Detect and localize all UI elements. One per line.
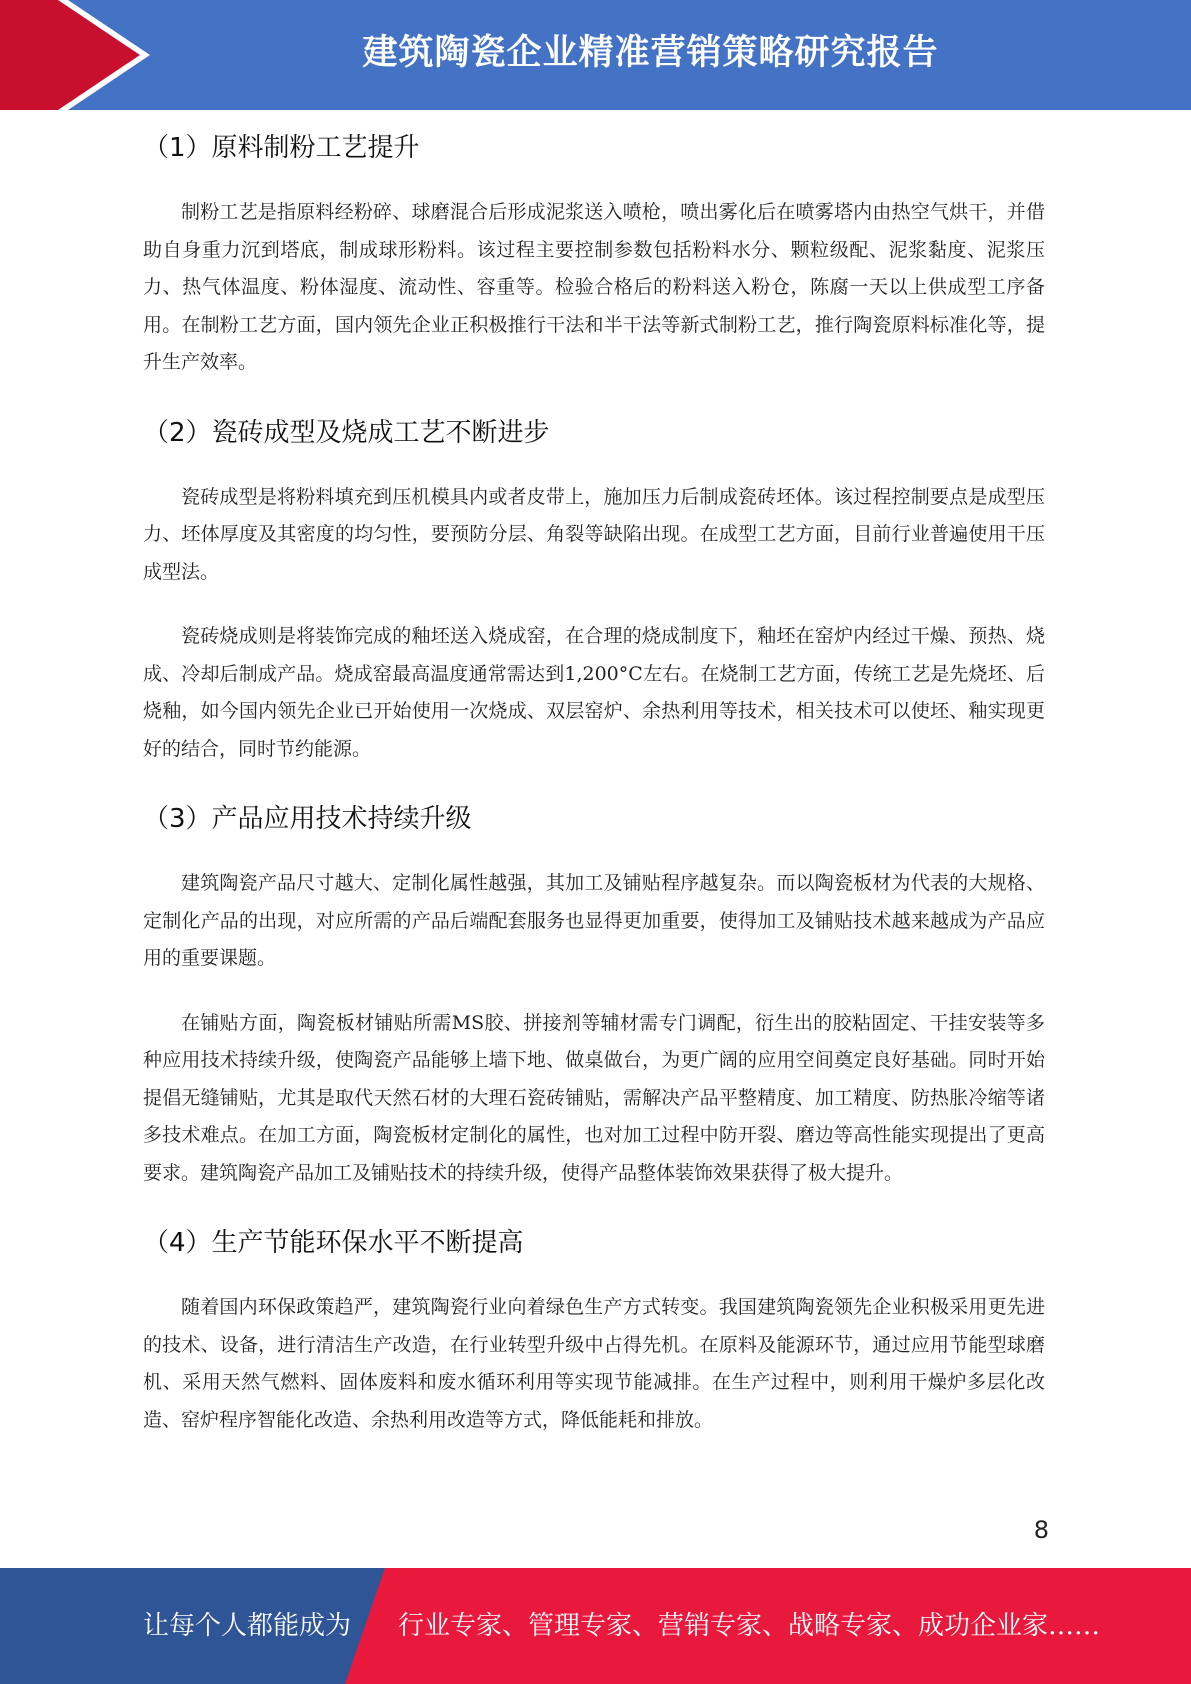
header-arrow: [0, 0, 140, 110]
paragraph: 瓷砖烧成则是将装饰完成的釉坯送入烧成窑，在合理的烧成制度下，釉坯在窑炉内经过干燥、预热、烧成、冷却后制成产品。烧成窑最高温度通常需达到1,200°C左右。在烧制工艺方面，传统工艺是先烧坯、后烧釉，如今国内领先企业已开始使用一次烧成、双层窑炉、余热利用等技术，相关技术可以使坯、釉实现更好的结合，同时节约能源。: [143, 625, 1045, 760]
section-heading: （4）生产节能环保水平不断提高: [143, 1228, 524, 1258]
document-body: [143, 124, 1045, 1466]
header-band: [0, 0, 1191, 110]
report-title: 建筑陶瓷企业精准营销策略研究报告: [362, 33, 939, 73]
paragraph: 瓷砖成型是将粉料填充到压机模具内或者皮带上，施加压力后制成瓷砖坯体。该过程控制要点是成型压力、坯体厚度及其密度的均匀性，要预防分层、角裂等缺陷出现。在成型工艺方面，目前行业普遍使用干压成型法。: [143, 485, 1045, 583]
paragraph: 在铺贴方面，陶瓷板材铺贴所需MS胶、拼接剂等辅材需专门调配，衍生出的胶粘固定、干挂安装等多种应用技术持续升级，使陶瓷产品能够上墙下地、做桌做台，为更广阔的应用空间奠定良好基础。同时开始提倡无缝铺贴，尤其是取代天然石材的大理石瓷砖铺贴，需解决产品平整精度、加工精度、防热胀冷缩等诸多技术难点。在加工方面，陶瓷板材定制化的属性，也对加工过程中防开裂、磨边等高性能实现提出了更高要求。建筑陶瓷产品加工及铺贴技术的持续升级，使得产品整体装饰效果获得了极大提升。: [143, 1011, 1045, 1184]
paragraph: 建筑陶瓷产品尺寸越大、定制化属性越强，其加工及铺贴程序越复杂。而以陶瓷板材为代表的大规格、定制化产品的出现，对应所需的产品后端配套服务也显得更加重要，使得加工及铺贴技术越来越成为产品应用的重要课题。: [143, 872, 1045, 969]
section-heading: （2）瓷砖成型及烧成工艺不断进步: [143, 417, 550, 448]
paragraph: 制粉工艺是指原料经粉碎、球磨混合后形成泥浆送入喷枪，喷出雾化后在喷雾塔内由热空气烘干，并借助自身重力沉到塔底，制成球形粉料。该过程主要控制参数包括粉料水分、颗粒级配、泥浆黏度、泥浆压力、热气体温度、粉体湿度、流动性、容重等。检验合格后的粉料送入粉仓，陈腐一天以上供成型工序备用。在制粉工艺方面，国内领先企业正积极推行干法和半干法等新式制粉工艺，推行陶瓷原料标准化等，提升生产效率。: [143, 201, 1045, 373]
paragraph: 随着国内环保政策趋严，建筑陶瓷行业向着绿色生产方式转变。我国建筑陶瓷领先企业积极采用更先进的技术、设备，进行清洁生产改造，在行业转型升级中占得先机。在原料及能源环节，通过应用节能型球磨机、采用天然气燃料、固体废料和废水循环利用等实现节能减排。在生产过程中，则利用干燥炉多层化改造、窑炉程序智能化改造、余热利用改造等方式，降低能耗和排放。: [143, 1296, 1045, 1431]
footer-slogan-left: 让每个人都能成为: [143, 1611, 352, 1641]
section-heading: （1）原料制粉工艺提升: [143, 133, 420, 163]
footer-slogan-right: 行业专家、管理专家、营销专家、战略专家、成功企业家……: [398, 1611, 1101, 1641]
page-number: 8: [1033, 1516, 1049, 1544]
section-heading: （3）产品应用技术持续升级: [143, 804, 472, 834]
footer-band: [0, 1568, 1191, 1684]
